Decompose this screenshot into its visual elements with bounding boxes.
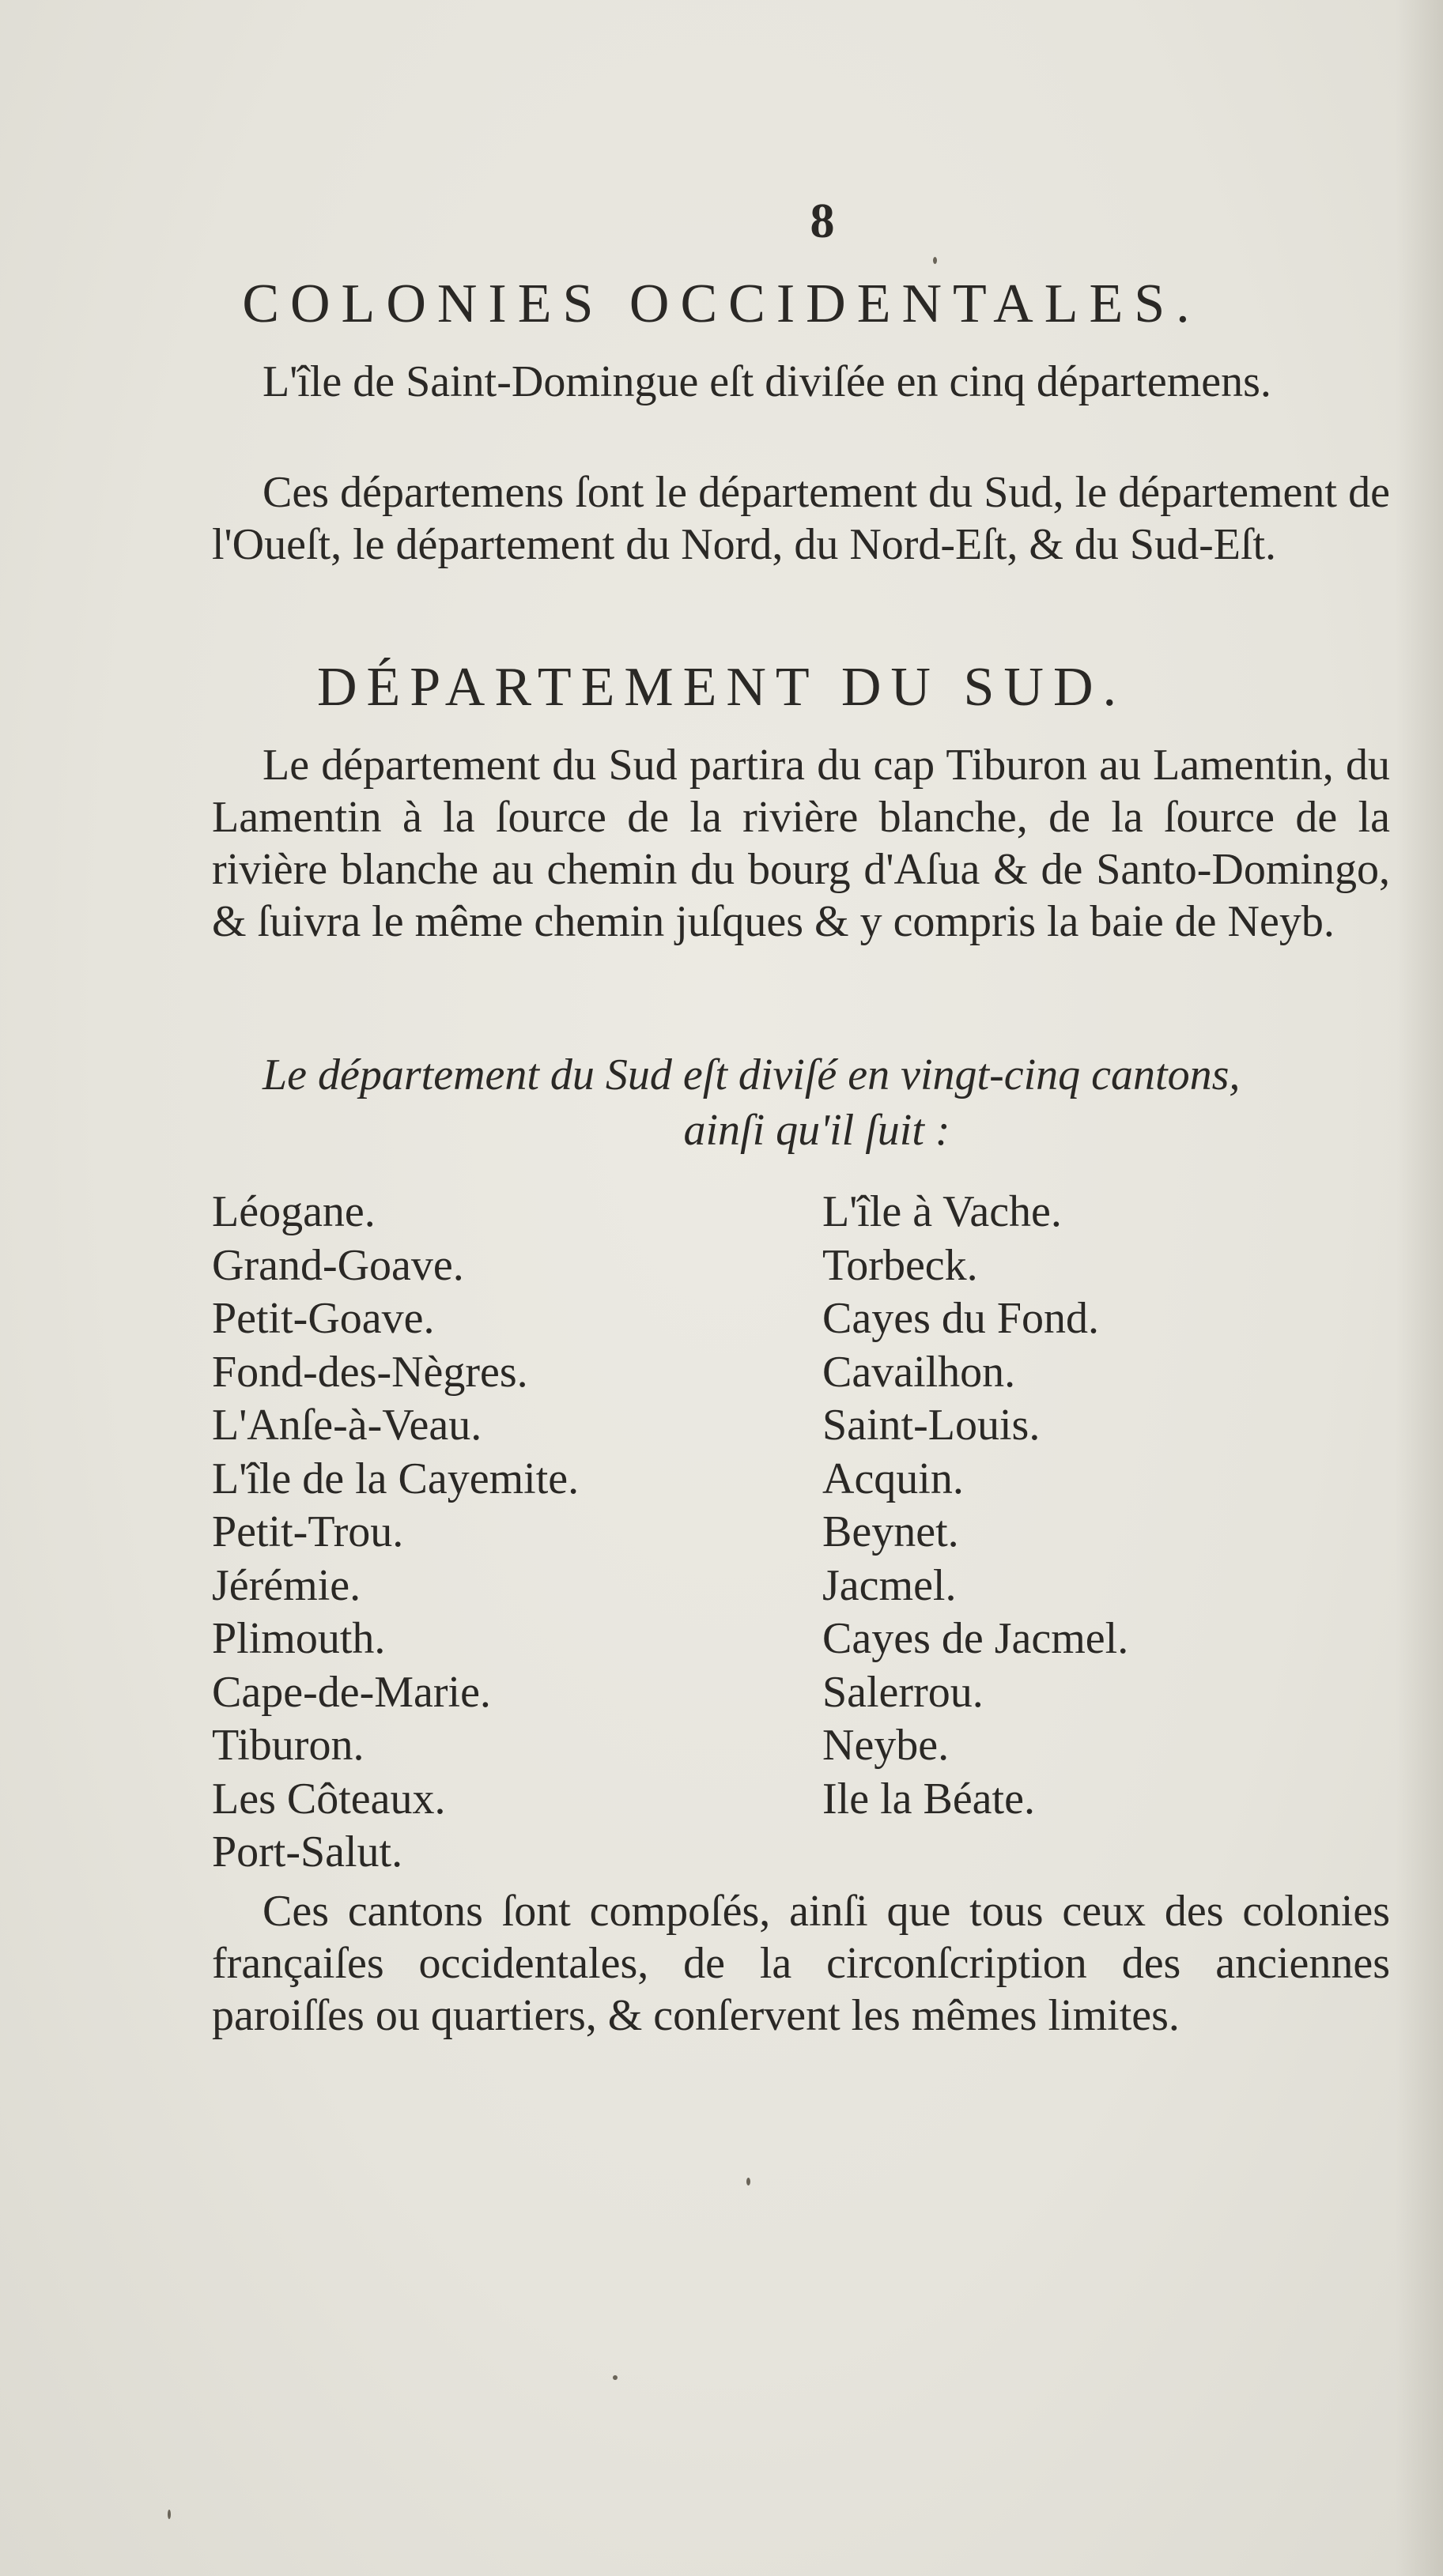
list-item: Petit-Trou.: [212, 1507, 404, 1556]
list-item: Jacmel.: [822, 1560, 957, 1610]
paragraph-departments-text: Ces départemens ſont le département du Sud, le département de l'Oueſt, le département du Nord, du Nord-Eſt, & du Sud-Eſt.: [212, 468, 1390, 569]
cantons-list-left: [212, 1186, 765, 1880]
list-item: Torbeck.: [822, 1240, 978, 1290]
page-edge-shadow: [1396, 0, 1443, 2576]
paragraph-intro: [212, 356, 1390, 408]
paper-speck: [613, 2375, 618, 2380]
list-item: Salerrou.: [822, 1667, 984, 1717]
paragraph-boundaries: [212, 739, 1390, 948]
list-item: Fond-des-Nègres.: [212, 1347, 528, 1397]
list-item: Tiburon.: [212, 1721, 365, 1770]
page-title: COLONIES OCCIDENTALES.: [242, 273, 1201, 334]
paper-speck: [933, 257, 937, 264]
list-item: Grand-Goave.: [212, 1240, 464, 1290]
list-item: Port-Salut.: [212, 1827, 403, 1876]
cantons-intro-line-2: ainſi qu'il ſuit :: [683, 1106, 950, 1155]
cantons-list-right: [822, 1186, 1376, 1826]
list-item: Cape-de-Marie.: [212, 1667, 491, 1717]
list-item: Petit-Goave.: [212, 1294, 435, 1343]
list-item: Neybe.: [822, 1721, 950, 1770]
list-item: Les Côteaux.: [212, 1774, 446, 1824]
paragraph-intro-text: L'île de Saint-Domingue eſt diviſée en cinq départemens.: [263, 357, 1271, 406]
list-item: Saint-Louis.: [822, 1401, 1041, 1450]
list-item: Ile la Béate.: [822, 1774, 1035, 1824]
paragraph-boundaries-text: Le département du Sud partira du cap Tiburon au Lamentin, du Lamentin à la ſource de la rivière blanche, de la ſource de la rivière blanche au chemin du bourg d'Aſua & de Santo-Domingo, & ſuivra le même chemin juſques & y compris la baie de Neyb.: [212, 741, 1390, 946]
paper-speck: [168, 2510, 171, 2519]
list-item: Léogane.: [212, 1187, 376, 1236]
list-item: L'Anſe-à-Veau.: [212, 1401, 482, 1450]
list-item: L'île à Vache.: [822, 1187, 1062, 1236]
list-item: Cavailhon.: [822, 1347, 1016, 1397]
list-item: Cayes de Jacmel.: [822, 1614, 1129, 1663]
paragraph-departments: [212, 466, 1390, 571]
list-item: Beynet.: [822, 1507, 959, 1556]
section-heading: DÉPARTEMENT DU SUD.: [316, 657, 1127, 718]
paragraph-cantons-composition: [212, 1885, 1390, 2042]
paragraph-cantons-composition-text: Ces cantons ſont compoſés, ainſi que tous ceux des colonies françaiſes occidentales, de la circonſcription des anciennes paroiſſes ou quartiers, & conſervent les mêmes limites.: [212, 1887, 1390, 2040]
cantons-intro: [212, 1047, 1390, 1158]
list-item: Jérémie.: [212, 1560, 361, 1610]
page-number: 8: [810, 194, 835, 248]
cantons-intro-line-1: Le département du Sud eſt diviſé en vingt-cinq cantons,: [263, 1050, 1241, 1099]
list-item: Acquin.: [822, 1454, 964, 1503]
paper-speck: [746, 2178, 750, 2186]
list-item: Cayes du Fond.: [822, 1294, 1099, 1343]
list-item: Plimouth.: [212, 1614, 386, 1663]
list-item: L'île de la Cayemite.: [212, 1454, 580, 1503]
